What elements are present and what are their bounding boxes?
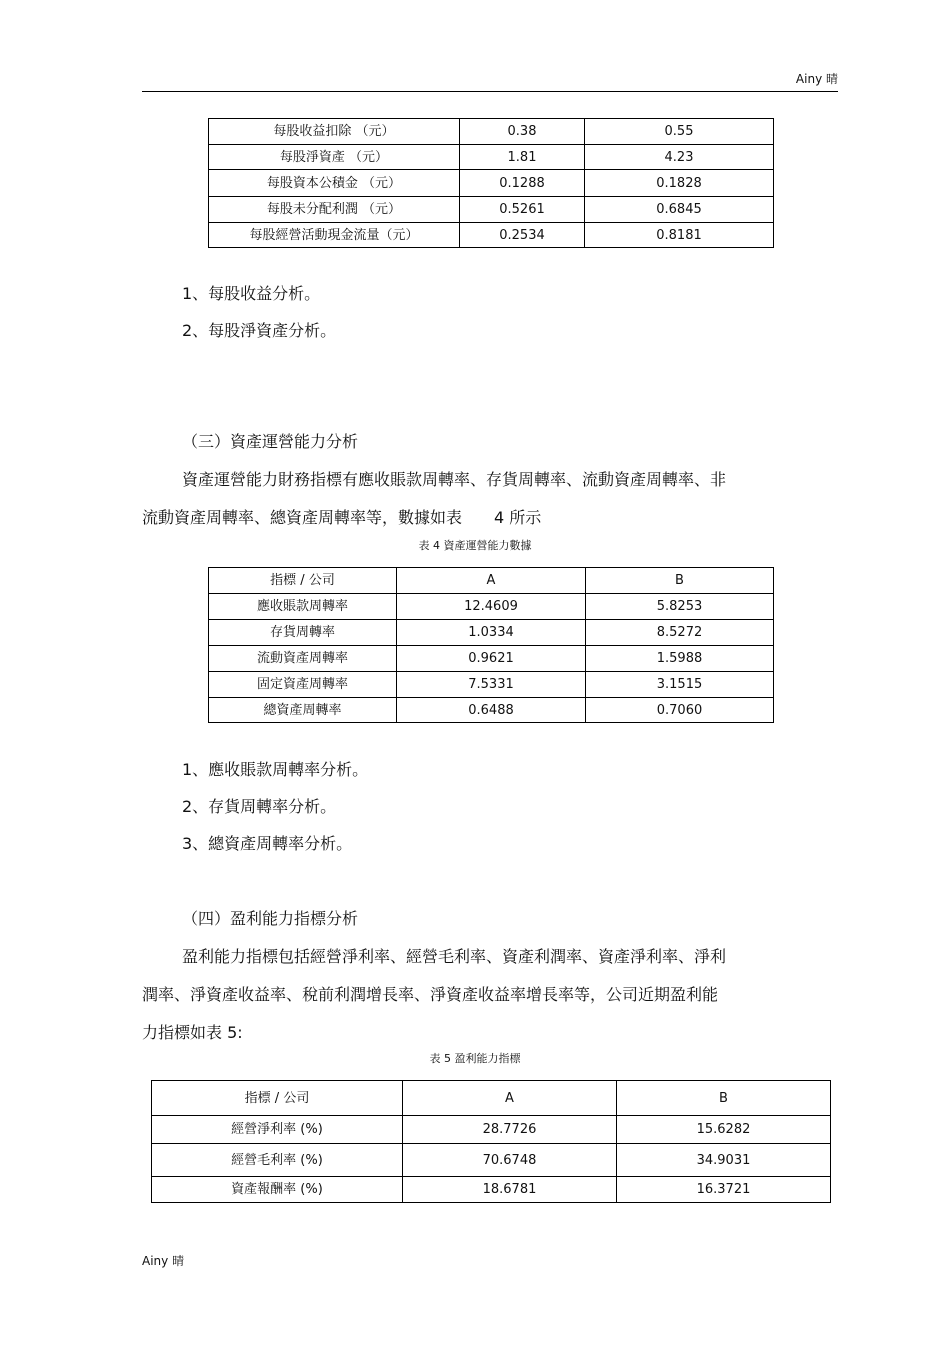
cell-b: 0.55 <box>585 119 774 145</box>
row-label: 每股收益扣除 （元） <box>209 119 460 145</box>
row-label: 資產報酬率 (%) <box>152 1177 403 1203</box>
row-label: 固定資產周轉率 <box>209 672 397 698</box>
header-rule <box>142 91 838 92</box>
table-caption: 表 4 資產運營能力數據 <box>418 539 532 552</box>
row-label: 每股淨資產 （元） <box>209 145 460 170</box>
table-row <box>209 197 774 223</box>
list-item: 2、存貨周轉率分析。 <box>182 797 337 816</box>
table-row <box>209 646 774 672</box>
table-row <box>152 1144 831 1177</box>
cell-b: 0.1828 <box>585 170 774 197</box>
table-row <box>209 698 774 723</box>
cell-b: 1.5988 <box>586 646 774 672</box>
paragraph-line: 潤率、淨資產收益率、稅前利潤增長率、淨資產收益率增長率等，公司近期盈利能 <box>142 985 719 1004</box>
column-header: 指標 / 公司 <box>209 568 397 594</box>
row-label: 流動資產周轉率 <box>209 646 397 672</box>
list-item: 1、每股收益分析。 <box>182 284 321 303</box>
table-row <box>209 594 774 620</box>
cell-b: 0.7060 <box>586 698 774 723</box>
cell-b: 0.8181 <box>585 223 774 248</box>
paragraph-line: 力指標如表 5: <box>142 1023 243 1042</box>
table-caption: 表 5 盈利能力指標 <box>429 1052 521 1065</box>
pershare-table <box>208 118 774 248</box>
cell-b: 5.8253 <box>586 594 774 620</box>
section-heading: （四）盈利能力指標分析 <box>182 909 359 928</box>
cell-a: 12.4609 <box>397 594 586 620</box>
cell-b: 15.6282 <box>617 1116 831 1144</box>
cell-a: 0.1288 <box>460 170 585 197</box>
cell-b: 0.6845 <box>585 197 774 223</box>
row-label: 存貨周轉率 <box>209 620 397 646</box>
cell-b: 34.9031 <box>617 1144 831 1177</box>
table-row <box>152 1116 831 1144</box>
row-label: 經營淨利率 (%) <box>152 1116 403 1144</box>
asset-operation-table <box>208 567 774 723</box>
paragraph-line: 資產運營能力財務指標有應收賬款周轉率、存貨周轉率、流動資產周轉率、非 <box>182 470 727 489</box>
cell-b: 16.3721 <box>617 1177 831 1203</box>
cell-a: 0.38 <box>460 119 585 145</box>
cell-b: 8.5272 <box>586 620 774 646</box>
section-heading: （三）資產運營能力分析 <box>182 432 359 451</box>
table-row <box>209 119 774 145</box>
row-label: 應收賬款周轉率 <box>209 594 397 620</box>
column-header: B <box>617 1081 831 1116</box>
row-label: 每股未分配利潤 （元） <box>209 197 460 223</box>
cell-a: 70.6748 <box>403 1144 617 1177</box>
table-row <box>209 620 774 646</box>
paragraph-line: 流動資產周轉率、總資產周轉率等，數據如表 4 所示 <box>142 508 542 527</box>
cell-a: 1.81 <box>460 145 585 170</box>
profitability-table <box>151 1080 831 1203</box>
column-header: A <box>397 568 586 594</box>
table-header-row <box>209 568 774 594</box>
cell-a: 0.9621 <box>397 646 586 672</box>
list-item: 3、總資產周轉率分析。 <box>182 834 353 853</box>
cell-a: 0.2534 <box>460 223 585 248</box>
row-label: 經營毛利率 (%) <box>152 1144 403 1177</box>
row-label: 每股資本公積金 （元） <box>209 170 460 197</box>
cell-b: 3.1515 <box>586 672 774 698</box>
column-header: A <box>403 1081 617 1116</box>
cell-a: 0.5261 <box>460 197 585 223</box>
table-row <box>209 223 774 248</box>
cell-b: 4.23 <box>585 145 774 170</box>
cell-a: 7.5331 <box>397 672 586 698</box>
cell-a: 1.0334 <box>397 620 586 646</box>
table-row <box>209 145 774 170</box>
table-row <box>152 1177 831 1203</box>
table-header-row <box>152 1081 831 1116</box>
page-header: Ainy 晴 <box>795 72 838 86</box>
page-footer: Ainy 晴 <box>142 1254 185 1268</box>
row-label: 總資產周轉率 <box>209 698 397 723</box>
cell-a: 28.7726 <box>403 1116 617 1144</box>
table-row <box>209 170 774 197</box>
column-header: 指標 / 公司 <box>152 1081 403 1116</box>
paragraph-line: 盈利能力指標包括經營淨利率、經營毛利率、資產利潤率、資產淨利率、淨利 <box>182 947 727 966</box>
list-item: 2、每股淨資產分析。 <box>182 321 337 340</box>
cell-a: 18.6781 <box>403 1177 617 1203</box>
cell-a: 0.6488 <box>397 698 586 723</box>
column-header: B <box>586 568 774 594</box>
list-item: 1、應收賬款周轉率分析。 <box>182 760 369 779</box>
row-label: 每股經營活動現金流量（元） <box>209 223 460 248</box>
table-row <box>209 672 774 698</box>
